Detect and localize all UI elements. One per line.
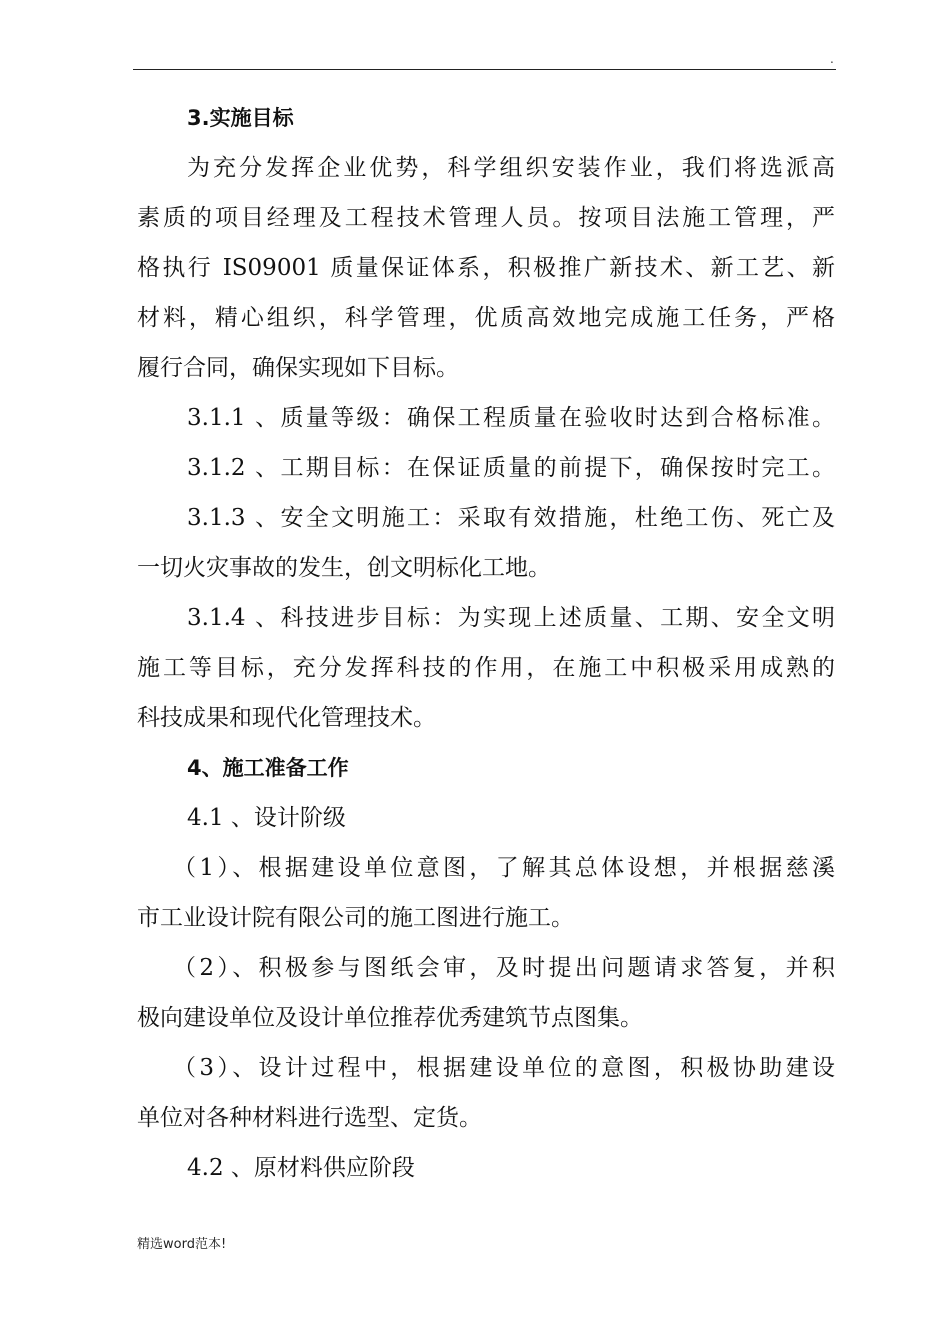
section-heading: 4、施工准备工作 <box>187 756 349 780</box>
section-heading: 3.实施目标 <box>187 106 294 130</box>
header-rule <box>133 69 836 70</box>
document-body <box>137 93 835 1193</box>
text-line: 施工等目标，充分发挥科技的作用，在施工中积极采用成熟的 <box>137 655 835 681</box>
text-line: 科技成果和现代化管理技术。 <box>137 705 436 731</box>
text-line: 3.1.2 、工期目标：在保证质量的前提下，确保按时完工。 <box>187 455 835 481</box>
text-line: 3.1.4 、科技进步目标：为实现上述质量、工期、安全文明 <box>187 605 835 631</box>
text-line: 格执行 IS09001 质量保证体系，积极推广新技术、新工艺、新 <box>137 255 835 281</box>
text-line: 3.1.1 、质量等级：确保工程质量在验收时达到合格标准。 <box>187 405 835 431</box>
text-line: 4.2 、原材料供应阶段 <box>187 1155 415 1181</box>
text-line: 市工业设计院有限公司的施工图进行施工。 <box>137 905 574 931</box>
text-line: 极向建设单位及设计单位推荐优秀建筑节点图集。 <box>137 1005 643 1031</box>
text-line: 素质的项目经理及工程技术管理人员。按项目法施工管理，严 <box>137 205 835 231</box>
text-line: 一切火灾事故的发生，创文明标化工地。 <box>137 555 551 581</box>
text-line: （2）、积极参与图纸会审，及时提出问题请求答复，并积 <box>173 955 835 981</box>
text-line: 3.1.3 、安全文明施工：采取有效措施，杜绝工伤、死亡及 <box>187 505 835 531</box>
text-line: 材料，精心组织，科学管理，优质高效地完成施工任务，严格 <box>137 305 835 331</box>
text-line: 为充分发挥企业优势，科学组织安装作业，我们将选派高 <box>187 155 835 181</box>
text-line: 单位对各种材料进行选型、定货。 <box>137 1105 482 1131</box>
text-line: （3）、设计过程中，根据建设单位的意图，积极协助建设 <box>173 1055 835 1081</box>
text-line: 履行合同，确保实现如下目标。 <box>137 355 459 381</box>
text-line: 4.1 、设计阶级 <box>187 805 346 831</box>
text-line: （1）、根据建设单位意图，了解其总体设想，并根据慈溪 <box>173 855 835 881</box>
page-footer: 精选word范本! <box>137 1237 227 1252</box>
header-mark: . <box>830 52 834 66</box>
